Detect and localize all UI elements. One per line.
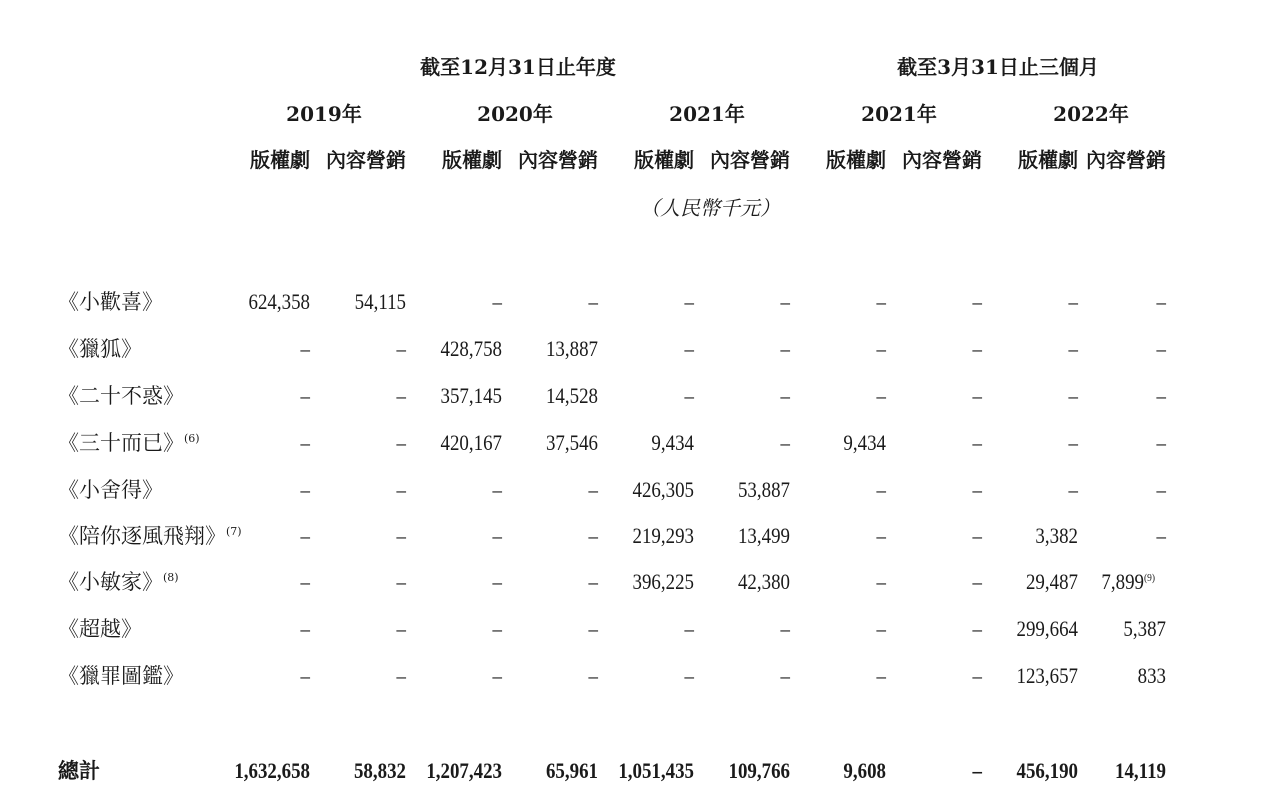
table-cell-value: – — [780, 289, 790, 314]
table-cell-value: – — [780, 383, 790, 408]
table-cell-value: – — [972, 289, 982, 314]
table-cell — [1046, 478, 1166, 502]
annual-group-header: 截至12月31日止年度 — [420, 55, 616, 79]
table-cell-value: 428,758 — [440, 336, 502, 361]
table-cell — [1046, 384, 1166, 408]
sub-header-licensed-0: 版權劇 — [250, 148, 310, 172]
table-cell-value: – — [492, 569, 502, 594]
sub-header-licensed-2: 版權劇 — [634, 148, 694, 172]
table-cell-value: 14,528 — [545, 383, 598, 408]
table-cell-value: 7,899 — [1101, 569, 1144, 594]
table-cell-value: – — [492, 289, 502, 314]
table-cell-value: – — [972, 477, 982, 502]
row-title-footnote: (6) — [184, 432, 200, 445]
total-cell: 109,766 — [728, 758, 790, 783]
table-cell-value: – — [588, 616, 598, 641]
row-title-text: 《小敏家》 — [58, 570, 163, 594]
table-cell-value: – — [396, 383, 406, 408]
table-cell-value: – — [396, 336, 406, 361]
table-cell-value: – — [972, 569, 982, 594]
table-cell-value: 13,887 — [545, 336, 598, 361]
table-cell-value: – — [492, 477, 502, 502]
table-cell-value: – — [684, 663, 694, 688]
total-label: 總計 — [58, 758, 100, 783]
sub-header-marketing-0: 內容營銷 — [326, 148, 406, 172]
table-cell-value: – — [780, 430, 790, 455]
table-cell-value: – — [972, 383, 982, 408]
sub-header-marketing-1: 內容營銷 — [518, 148, 598, 172]
table-cell-value: – — [876, 477, 886, 502]
total-cell: – — [972, 758, 982, 783]
table-cell-value: – — [300, 616, 310, 641]
table-cell-value: – — [492, 616, 502, 641]
table-cell-value: – — [1068, 430, 1078, 455]
sub-header-marketing-4: 內容營銷 — [1086, 148, 1166, 172]
table-cell-value: – — [876, 663, 886, 688]
table-cell-value: – — [300, 383, 310, 408]
row-title — [58, 431, 200, 455]
row-title — [58, 664, 184, 688]
table-cell-value: – — [780, 616, 790, 641]
table-cell-value: 53,887 — [737, 477, 790, 502]
table-cell-value: 13,499 — [737, 523, 790, 548]
sub-header-marketing-2: 內容營銷 — [710, 148, 790, 172]
table-cell-value: – — [300, 523, 310, 548]
table-cell-value: – — [396, 430, 406, 455]
table-cell-value: 396,225 — [632, 569, 694, 594]
row-title-text: 《獵狐》 — [58, 337, 142, 361]
sub-header-marketing-3: 內容營銷 — [902, 148, 982, 172]
table-cell-value: – — [300, 336, 310, 361]
row-title-text: 《三十而已》 — [58, 431, 184, 455]
row-title — [58, 570, 179, 594]
table-cell-value: – — [876, 523, 886, 548]
table-cell — [1046, 337, 1166, 361]
row-title — [58, 617, 142, 641]
table-cell-value: – — [1068, 383, 1078, 408]
table-cell-value: – — [492, 523, 502, 548]
table-cell-value: – — [300, 663, 310, 688]
table-cell-value: – — [588, 289, 598, 314]
table-cell-value: – — [780, 663, 790, 688]
table-cell-value: – — [1156, 477, 1166, 502]
table-cell-value: – — [1156, 289, 1166, 314]
table-cell-value: – — [876, 336, 886, 361]
total-cell: 1,632,658 — [234, 758, 310, 783]
table-cell-value: 54,115 — [354, 289, 406, 314]
row-title — [58, 290, 163, 314]
row-title — [58, 384, 184, 408]
total-cell: 9,608 — [843, 758, 886, 783]
year-header-2021-q: 2021年 — [861, 102, 937, 126]
sub-header-licensed-1: 版權劇 — [442, 148, 502, 172]
year-header-2020: 2020年 — [477, 102, 553, 126]
table-cell: 7,899 (9) — [1101, 569, 1156, 594]
table-cell-value: – — [972, 616, 982, 641]
table-cell-value: 9,434 — [843, 430, 886, 455]
table-cell-value: – — [396, 569, 406, 594]
table-cell-value: – — [684, 383, 694, 408]
table-cell-value: 299,664 — [1016, 616, 1078, 641]
table-cell-value: – — [972, 336, 982, 361]
table-cell-value: – — [396, 663, 406, 688]
table-cell-value: 420,167 — [440, 430, 502, 455]
table-cell-value: 3,382 — [1035, 523, 1078, 548]
table-cell-value: – — [1156, 336, 1166, 361]
row-title-footnote: (7) — [226, 525, 242, 538]
quarter-group-header: 截至3月31日止三個月 — [897, 55, 1099, 79]
table-cell-value: – — [396, 616, 406, 641]
table-cell-value: – — [300, 430, 310, 455]
row-title — [58, 478, 163, 502]
table-cell-value: 624,358 — [248, 289, 310, 314]
table-cell-value: – — [876, 616, 886, 641]
table-cell-value: – — [876, 289, 886, 314]
total-cell: 58,832 — [353, 758, 406, 783]
row-title-text: 《二十不惑》 — [58, 384, 184, 408]
table-cell — [1046, 524, 1166, 548]
table-cell-value: – — [396, 477, 406, 502]
table-cell-value: – — [300, 569, 310, 594]
table-cell-value: 833 — [1137, 663, 1166, 688]
table-cell-value: – — [588, 663, 598, 688]
table-cell-value: – — [684, 289, 694, 314]
row-title-text: 《陪你逐風飛翔》 — [58, 524, 226, 548]
table-cell-value: – — [972, 523, 982, 548]
table-cell-value: – — [1156, 430, 1166, 455]
table-cell-value: – — [588, 477, 598, 502]
row-title-text: 《小舍得》 — [58, 478, 163, 502]
table-cell-value: – — [1156, 523, 1166, 548]
sub-header-licensed-3: 版權劇 — [826, 148, 886, 172]
total-cell: 1,207,423 — [426, 758, 502, 783]
table-cell-value: – — [780, 336, 790, 361]
year-header-2019: 2019年 — [286, 102, 362, 126]
table-cell — [1046, 290, 1166, 314]
table-cell-value: – — [684, 616, 694, 641]
table-cell-value: – — [1068, 336, 1078, 361]
table-cell-value: 42,380 — [737, 569, 790, 594]
table-cell-value: – — [876, 569, 886, 594]
sub-header-licensed-4: 版權劇 — [1018, 148, 1078, 172]
total-cell: 1,051,435 — [618, 758, 694, 783]
total-cell: 65,961 — [545, 758, 598, 783]
table-cell-value: 123,657 — [1016, 663, 1078, 688]
table-cell-value: 5,387 — [1123, 616, 1166, 641]
row-title-footnote: (8) — [163, 571, 179, 584]
table-cell-value: – — [396, 523, 406, 548]
table-cell-value: – — [492, 663, 502, 688]
table-cell-value: – — [876, 383, 886, 408]
table-cell-value: 29,487 — [1025, 569, 1078, 594]
unit-label: （人民幣千元） — [640, 196, 780, 220]
total-cell: 456,190 — [1016, 758, 1078, 783]
year-header-2022-q: 2022年 — [1053, 102, 1129, 126]
table-cell-value: – — [1156, 383, 1166, 408]
table-cell — [1046, 617, 1166, 641]
table-cell-value: – — [972, 663, 982, 688]
table-cell — [1046, 664, 1166, 688]
table-cell-value: – — [588, 523, 598, 548]
total-cell: 14,119 — [1115, 758, 1166, 783]
table-cell-value: 357,145 — [440, 383, 502, 408]
table-cell-value: 426,305 — [632, 477, 694, 502]
table-cell-value: 37,546 — [545, 430, 598, 455]
table-cell-value: – — [588, 569, 598, 594]
row-title — [58, 337, 142, 361]
table-cell-value: – — [1068, 477, 1078, 502]
table-cell-value: 219,293 — [632, 523, 694, 548]
table-cell-value: – — [972, 430, 982, 455]
table-cell — [1046, 431, 1166, 455]
row-title-text: 《獵罪圖鑑》 — [58, 664, 184, 688]
table-cell-value: – — [684, 336, 694, 361]
table-cell-value: – — [300, 477, 310, 502]
table-cell-value: – — [1068, 289, 1078, 314]
row-title-text: 《超越》 — [58, 617, 142, 641]
year-header-2021: 2021年 — [669, 102, 745, 126]
table-cell-value: 9,434 — [651, 430, 694, 455]
row-title-text: 《小歡喜》 — [58, 290, 163, 314]
